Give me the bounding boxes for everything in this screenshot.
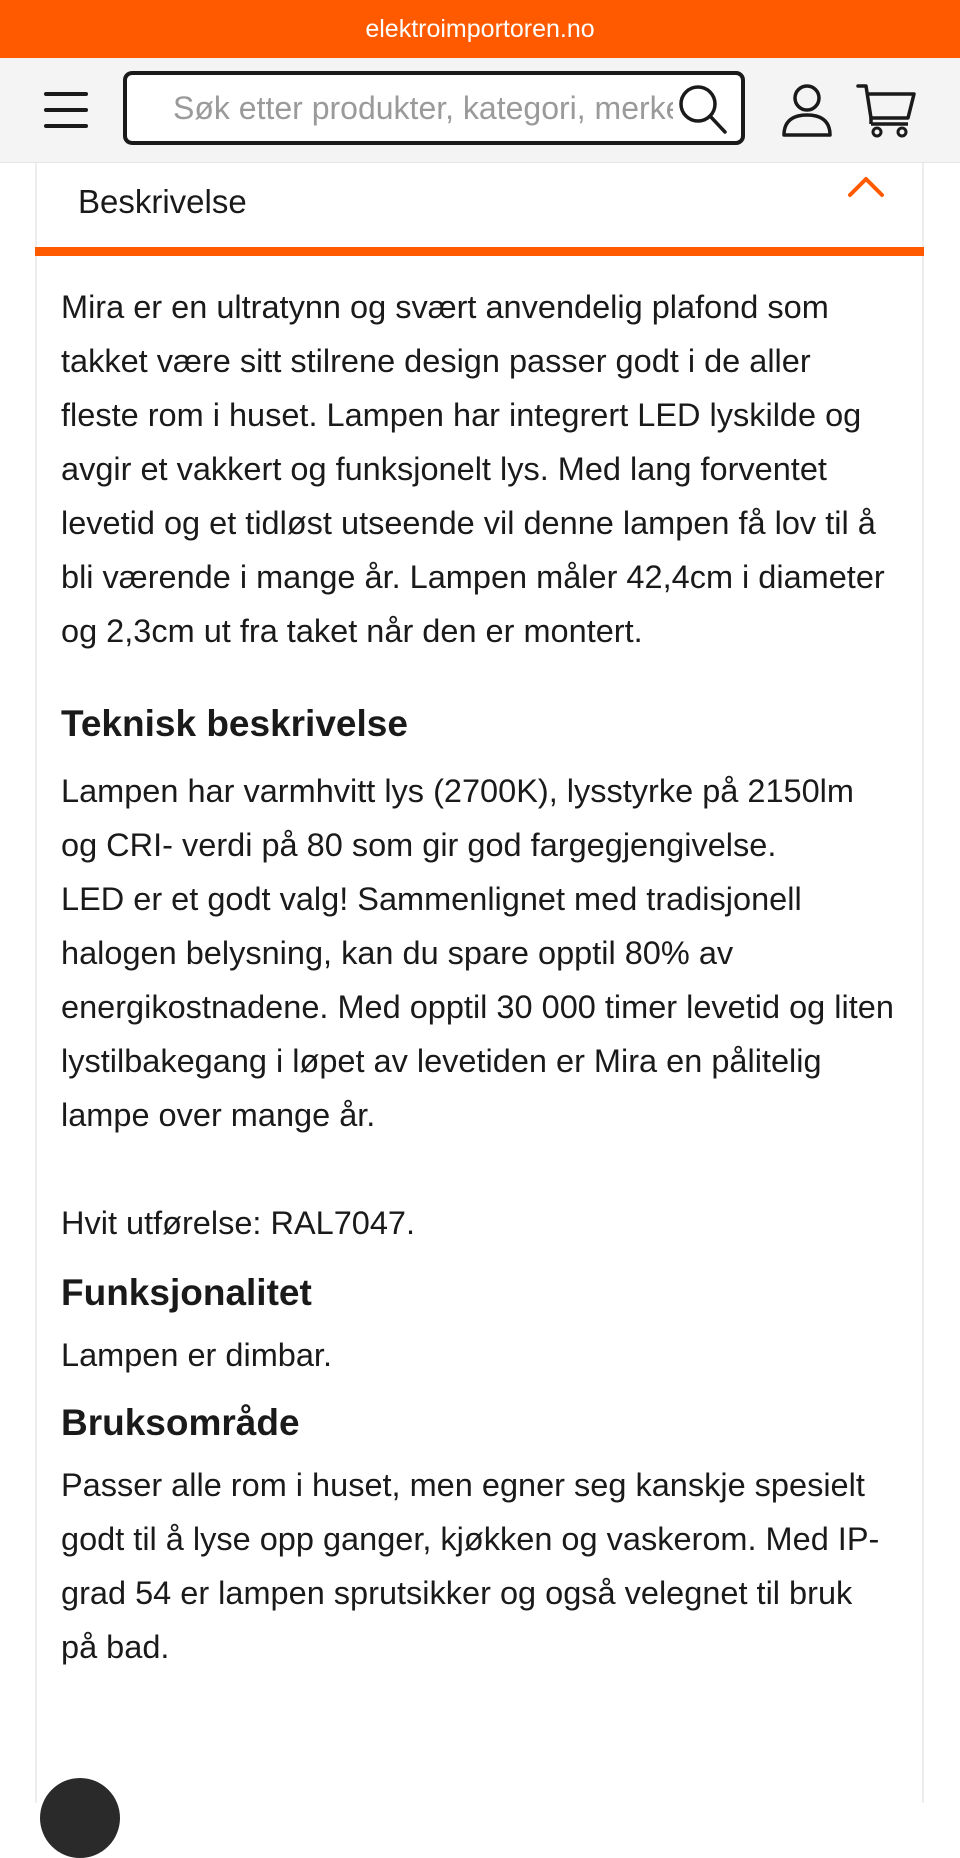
search-box xyxy=(123,71,745,145)
accordion-title: Beskrivelse xyxy=(78,183,247,220)
usage-heading: Bruksområde xyxy=(61,1402,300,1443)
user-icon[interactable] xyxy=(780,82,834,138)
accordion-active-bar xyxy=(35,247,924,256)
description-content xyxy=(37,256,922,1674)
technical-paragraph-1: Lampen har varmhvitt lys (2700K), lysstyrke på 2150lm og CRI- verdi på 80 som gir god fargegjengivelse. xyxy=(61,773,854,863)
menu-icon[interactable] xyxy=(44,92,88,128)
spacer xyxy=(61,1142,894,1196)
usage-text: Passer alle rom i huset, men egner seg kanskje spesielt godt til å lyse opp ganger, kjøkken og vaskerom. Med IP-grad 54 er lampen sprutsikker og også velegnet til bruk på bad. xyxy=(61,1467,880,1665)
chat-bubble-button[interactable] xyxy=(40,1778,120,1858)
technical-paragraph-3: Hvit utførelse: RAL7047. xyxy=(61,1205,416,1241)
site-domain-bar xyxy=(0,0,960,58)
functionality-heading: Funksjonalitet xyxy=(61,1272,312,1313)
site-header xyxy=(0,58,960,163)
description-card xyxy=(35,163,924,1803)
accordion-header-description[interactable] xyxy=(37,163,922,247)
search-icon[interactable] xyxy=(677,83,729,135)
technical-paragraph-2: LED er et godt valg! Sammenlignet med tradisjonell halogen belysning, kan du spare opptil 80% av energikostnadene. Med opptil 30 000 timer levetid og liten lystilbakegang i løpet av levetiden er Mira en pålitelig lampe over mange år. xyxy=(61,881,894,1133)
cart-icon[interactable] xyxy=(856,82,918,138)
site-domain: elektroimportoren.no xyxy=(365,14,595,43)
intro-paragraph: Mira er en ultratynn og svært anvendelig plafond som takket være sitt stilrene design passer godt i de aller fleste rom i huset. Lampen har integrert LED lyskilde og avgir et vakkert og funksjonelt lys. Med lang forventet levetid og et tidløst utseende vil denne lampen få lov til å bli værende i mange år. Lampen måler 42,4cm i diameter og 2,3cm ut fra taket når den er montert. xyxy=(61,289,885,649)
search-input[interactable] xyxy=(171,89,675,128)
technical-heading: Teknisk beskrivelse xyxy=(61,703,408,744)
functionality-text: Lampen er dimbar. xyxy=(61,1337,332,1373)
chevron-up-icon[interactable] xyxy=(846,173,886,199)
